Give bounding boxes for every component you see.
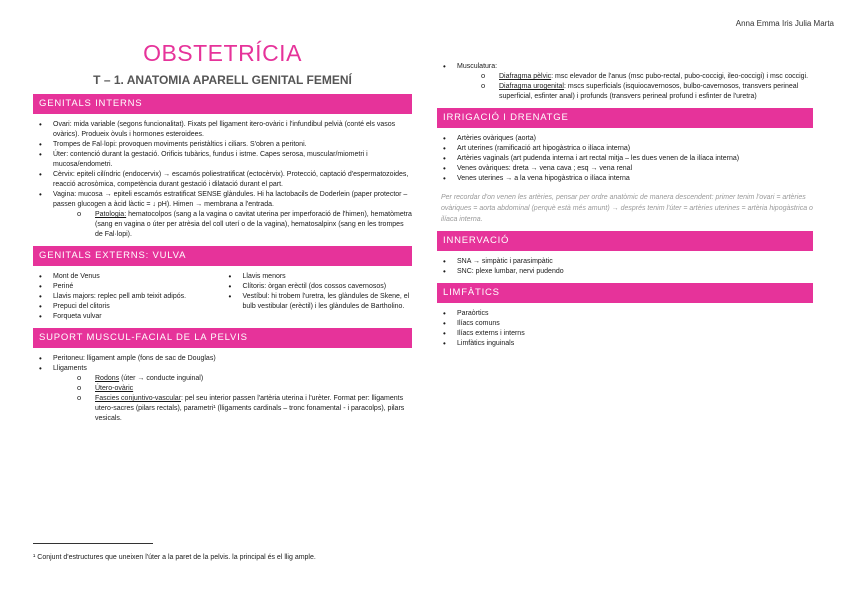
sub-item-text: : pel seu interior passen l'artèria uterina i l'urèter. Format per: lligaments utero-sacres (pilars rectals), parametri¹ (lligaments cardinals – tronc fonamental - i paracolps), pilars vesicals. (95, 395, 405, 422)
list-item: • Prepuci del clitoris (33, 302, 223, 312)
list-item: • Paraòrtics (437, 309, 813, 319)
sub-item-label: Fascies conjuntivo-vascular (95, 395, 181, 402)
sub-item-label: Rodons (95, 375, 120, 382)
page-subtitle: T – 1. ANATOMIA APARELL GENITAL FEMENÍ (93, 73, 352, 87)
sub-item-patologia (33, 210, 412, 240)
list-item: • Vestíbul: hi trobem l'uretra, les glàndules de Skene, el bulb vestibular (erèctil) i les glàndules de Bartholino. (223, 292, 413, 312)
suport-list (33, 354, 412, 424)
section-header-limfatics: LIMFÀTICS (437, 283, 813, 303)
sub-item-label: Patologia: (95, 211, 127, 218)
list-item: • Trompes de Fal·lopi: provoquen moviments peristàltics i ciliars. S'obren a peritoni. (33, 140, 412, 150)
section-header-genitals-externs: GENITALS EXTERNS: VULVA (33, 246, 412, 266)
left-column (33, 36, 412, 424)
list-item: • Lligaments (33, 364, 412, 374)
irrigacio-note: Per recordar d'on venen les artèries, pensar per ordre anatòmic de manera descendent: primer tenim l'ovari = artèries ovàriques = aorta abdominal (perquè està més amunt) → després tenim l'úter = artèries uterines = artèria hipogàstrica o ilíaca interna. (441, 194, 813, 223)
sub-item (33, 384, 412, 394)
right-column (437, 62, 813, 349)
list-item: • Clítoris: òrgan erèctil (dos cossos cavernosos) (223, 282, 413, 292)
list-item: • SNC: plexe lumbar, nervi pudendo (437, 267, 813, 277)
limfatics-list (437, 309, 813, 349)
innervacio-list (437, 257, 813, 277)
list-item-musculatura: • Musculatura: (437, 62, 813, 72)
list-item: • Artèries ovàriques (aorta) (437, 134, 813, 144)
page-title: OBSTETRÍCIA (143, 40, 302, 66)
list-item: • Venes uterines → a la vena hipogàstrica o ilíaca interna (437, 174, 813, 184)
footnote: ¹ Conjunt d'estructures que uneixen l'úter a la paret de la pelvis. la principal és el llig ample. (33, 554, 316, 561)
list-item: • Periné (33, 282, 223, 292)
sub-item-text: hematocolpos (sang a la vagina o cavitat uterina per imperforació de l'himen), hematòmetra (sang en vagina o úter per atrèsia del coll uterí o de la vagina), hematosalpinx (sang en les trompes de Fal·lopi). (95, 211, 412, 238)
list-item: • Vagina: mucosa → epiteli escamós estratificat SENSE glàndules. Hi ha lactobacils de Doderlein (paper protector – passen glucogen a àcid làctic = ↓ pH). Himen → membrana a l'entrada. (33, 190, 412, 210)
author-name: Anna Emma Iris Julia Marta (735, 19, 834, 28)
list-item: • Ovari: mida variable (segons funcionalitat). Fixats pel lligament itero-ovàric i l'infundibul pelvià (conté els vasos ovàrics). Produeix òvuls i hormones esteroidees. (33, 120, 412, 140)
irrigacio-list (437, 134, 813, 184)
section-header-irrigacio: IRRIGACIÓ I DRENATGE (437, 108, 813, 128)
sub-item-text: (úter → conducte inguinal) (119, 375, 204, 382)
sub-item-label: Útero-ovàric (95, 385, 134, 392)
list-item: • Peritoneu: lligament ample (fons de sac de Douglas) (33, 354, 412, 364)
list-item: • Art uterines (ramificació art hipogàstrica o ilíaca interna) (437, 144, 813, 154)
list-item: • Llavis menors (223, 272, 413, 282)
footnote-divider (33, 543, 153, 544)
sub-item (437, 72, 813, 82)
section-header-innervacio: INNERVACIÓ (437, 231, 813, 251)
list-item: • Artèries vaginals (art pudenda interna i art rectal mitja – les dues venen de la ilíaca interna) (437, 154, 813, 164)
sub-item (33, 394, 412, 424)
sub-item-text: : msc elevador de l'anus (msc pubo-rectal, pubo-coccigi, ileo-coccigi) i msc coccigi. (551, 73, 809, 80)
list-item: • Limfàtics inguinals (437, 339, 813, 349)
list-item: • Úter: contenció durant la gestació. Orificis tubàrics, fundus i istme. Capes serosa, muscular/miometri i mucosa/endometri. (33, 150, 412, 170)
list-item: • SNA → simpàtic i parasimpàtic (437, 257, 813, 267)
sub-item-text: : mscs superficials (isquiocavernosos, bulbo-cavernosos, transvers perineal superficial, esfinter anal) i profunds (transvers perineal profund i esfinter de l'uretra) (499, 83, 799, 100)
list-item: • Ilíacs externs i interns (437, 329, 813, 339)
sub-item-label: Diafragma pèlvic (499, 73, 552, 80)
list-item: • Cèrvix: epiteli cilíndric (endocervix) → escamós poliestratificat (ectocèrvix). Protecció, captació d'espermatozoides, reacció acrosòmica, competència durant gestació i dilatació durant el part. (33, 170, 412, 190)
vulva-two-columns (33, 272, 412, 322)
section-header-genitals-interns: GENITALS INTERNS (33, 94, 412, 114)
vulva-list-left (33, 272, 223, 322)
musculatura-list (437, 62, 813, 102)
list-item: • Llavis majors: replec pell amb teixit adipós. (33, 292, 223, 302)
genitals-interns-list (33, 120, 412, 240)
sub-item (33, 374, 412, 384)
list-item: • Venes ovàriques: dreta → vena cava ; esq → vena renal (437, 164, 813, 174)
list-item: • Ilíacs comuns (437, 319, 813, 329)
list-item: • Forqueta vulvar (33, 312, 223, 322)
sub-item-label: Diafragma urogenital (499, 83, 564, 90)
section-header-suport: SUPORT MUSCUL-FACIAL DE LA PELVIS (33, 328, 412, 348)
list-item: • Mont de Venus (33, 272, 223, 282)
sub-item (437, 82, 813, 102)
vulva-list-right (223, 272, 413, 322)
